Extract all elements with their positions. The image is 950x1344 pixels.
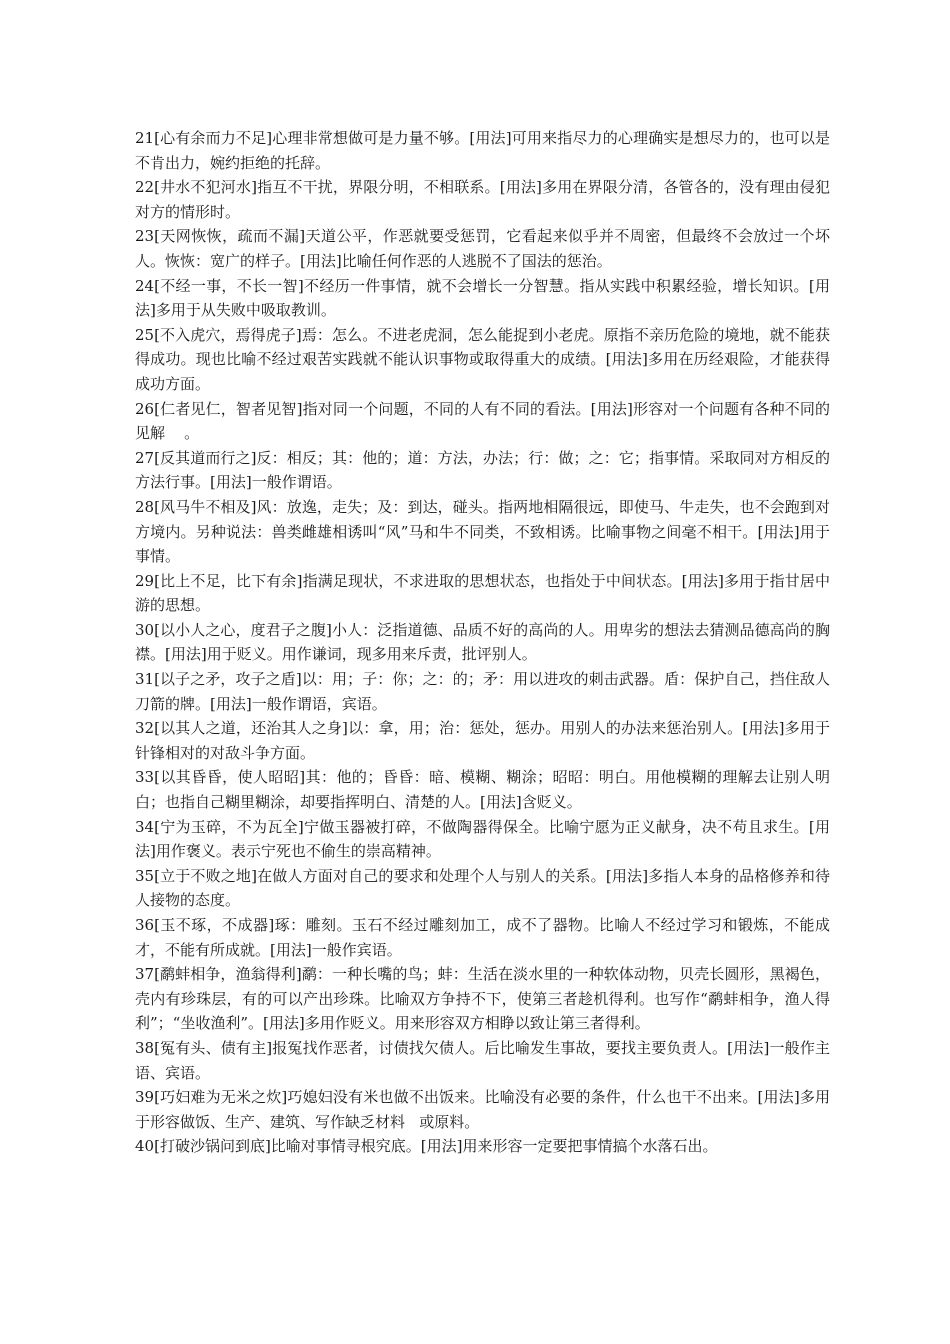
idiom-entry-27: 27[反其道而行之]反：相反；其：他的；道：方法，办法；行：做；之：它；指事情。采取同对方相反的方法行事。[用法]一般作谓语。 xyxy=(135,448,830,492)
idiom-entry-24: 24[不经一事，不长一智]不经历一件事情，就不会增长一分智慧。指从实践中积累经验，增长知识。[用法]多用于从失败中吸取教训。 xyxy=(135,276,830,320)
idiom-entry-26: 26[仁者见仁，智者见智]指对同一个问题，不同的人有不同的看法。[用法]形容对一个问题有各种不同的见解 。 xyxy=(135,399,830,443)
idiom-entry-32: 32[以其人之道，还治其人之身]以：拿，用；治：惩处，惩办。用别人的办法来惩治别人。[用法]多用于针锋相对的对敌斗争方面。 xyxy=(135,719,830,762)
idiom-entry-22: 22[井水不犯河水]指互不干扰，界限分明，不相联系。[用法]多用在界限分清，各管各的，没有理由侵犯对方的情形时。 xyxy=(135,178,830,221)
idiom-entry-33: 33[以其昏昏，使人昭昭]其：他的；昏昏：暗、模糊、糊涂；昭昭：明白。用他模糊的理解去让别人明白；也指自己糊里糊涂，却要指挥明白、清楚的人。[用法]含贬义。 xyxy=(135,768,830,812)
idiom-entry-39: 39[巧妇难为无米之炊]巧媳妇没有米也做不出饭来。比喻没有必要的条件，什么也干不出来。[用法]多用于形容做饭、生产、建筑、写作缺乏材料 或原料。 xyxy=(135,1088,830,1131)
document-page xyxy=(135,126,830,1159)
idiom-entry-38: 38[冤有头、债有主]报冤找作恶者，讨债找欠债人。后比喻发生事故，要找主要负责人。[用法]一般作主语、宾语。 xyxy=(135,1038,830,1082)
idiom-entry-21: 21[心有余而力不足]心理非常想做可是力量不够。[用法]可用来指尽力的心理确实是想尽力的，也可以是不肯出力，婉约拒绝的托辞。 xyxy=(135,129,830,172)
idiom-entry-28: 28[风马牛不相及]风：放逸，走失；及：到达，碰头。指两地相隔很远，即使马、牛走失，也不会跑到对方境内。另种说法：兽类雌雄相诱叫“风”马和牛不同类，不致相诱。比喻事物之间毫不相干。[用法]用于事情。 xyxy=(135,497,830,566)
idiom-entry-30: 30[以小人之心，度君子之腹]小人：泛指道德、品质不好的高尚的人。用卑劣的想法去猜测品德高尚的胸襟。[用法]用于贬义。用作谦词，现多用来斥责，批评别人。 xyxy=(135,620,830,664)
idiom-entry-29: 29[比上不足，比下有余]指满足现状，不求进取的思想状态，也指处于中间状态。[用法]多用于指甘居中游的思想。 xyxy=(135,571,830,615)
idiom-entry-23: 23[天网恢恢，疏而不漏]天道公平，作恶就要受惩罚，它看起来似乎并不周密，但最终不会放过一个坏人。恢恢：宽广的样子。[用法]比喻任何作恶的人逃脱不了国法的惩治。 xyxy=(135,227,830,270)
idiom-entry-35: 35[立于不败之地]在做人方面对自己的要求和处理个人与别人的关系。[用法]多指人本身的品格修养和待人接物的态度。 xyxy=(135,866,830,910)
idiom-entry-25: 25[不入虎穴，焉得虎子]焉：怎么。不进老虎洞，怎么能捉到小老虎。原指不亲历危险的境地，就不能获得成功。现也比喻不经过艰苦实践就不能认识事物或取得重大的成绩。[用法]多用在历经艰险，才能获得成功方面。 xyxy=(135,325,830,393)
idiom-entry-34: 34[宁为玉碎，不为瓦全]宁做玉器被打碎，不做陶器得保全。比喻宁愿为正义献身，决不苟且求生。[用法]用作褒义。表示宁死也不偷生的崇高精神。 xyxy=(135,817,830,861)
idiom-entry-37: 37[鹬蚌相争，渔翁得利]鹬：一种长嘴的鸟；蚌：生活在淡水里的一种软体动物，贝壳长圆形，黑褐色，壳内有珍珠层，有的可以产出珍珠。比喻双方争持不下，使第三者趁机得利。也写作“鹬蚌相争，渔人得利”；“坐收渔利”。[用法]多用作贬义。用来形容双方相睁以致让第三者得利。 xyxy=(135,965,830,1033)
idiom-entry-40: 40[打破沙锅问到底]比喻对事情寻根究底。[用法]用来形容一定要把事情搞个水落石出。 xyxy=(135,1137,718,1156)
idiom-entry-36: 36[玉不琢，不成器]琢：雕刻。玉石不经过雕刻加工，成不了器物。比喻人不经过学习和锻炼，不能成才，不能有所成就。[用法]一般作宾语。 xyxy=(135,916,830,959)
idiom-entry-31: 31[以子之矛，攻子之盾]以：用；子：你；之：的；矛：用以进攻的刺击武器。盾：保护自己，挡住敌人刀箭的牌。[用法]一般作谓语，宾语。 xyxy=(135,670,830,713)
